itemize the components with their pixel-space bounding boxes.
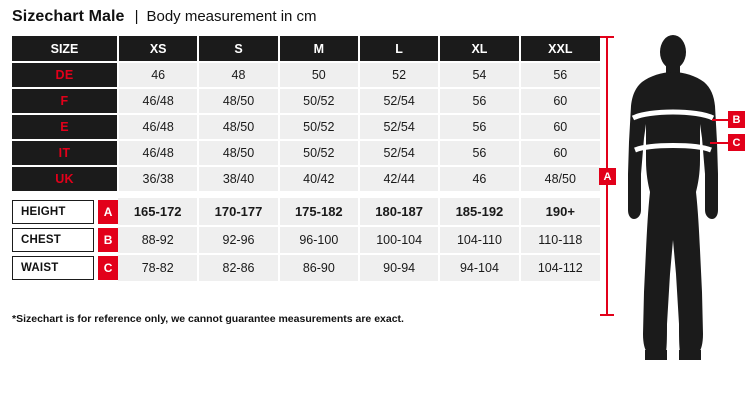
cell-de-xl: 54	[439, 62, 519, 88]
cell-it-xs: 46/48	[118, 140, 198, 166]
measurement-key-c: C	[98, 256, 118, 280]
cell-waist-xl: 94-104	[439, 254, 519, 282]
row-label-uk: UK	[12, 166, 118, 192]
measurement-row-waist	[12, 254, 600, 282]
measurement-label-waist: WAIST	[12, 256, 94, 280]
measurement-label-waist-cell	[12, 254, 118, 282]
cell-chest-xs: 88-92	[118, 226, 198, 254]
cell-height-xs: 165-172	[118, 198, 198, 226]
cell-e-m: 50/52	[279, 114, 359, 140]
column-header-size: SIZE	[12, 36, 118, 62]
cell-de-m: 50	[279, 62, 359, 88]
cell-de-xs: 46	[118, 62, 198, 88]
sizechart-table-container	[12, 36, 600, 283]
measurement-row-height	[12, 198, 600, 226]
cell-f-xxl: 60	[520, 88, 600, 114]
cell-e-l: 52/54	[359, 114, 439, 140]
table-row	[12, 88, 600, 114]
cell-f-l: 52/54	[359, 88, 439, 114]
column-header-m: M	[279, 36, 359, 62]
table-row	[12, 114, 600, 140]
height-measure-bottom-tick	[600, 314, 614, 316]
height-measure-top-tick	[600, 36, 614, 38]
cell-height-xl: 185-192	[439, 198, 519, 226]
cell-e-xl: 56	[439, 114, 519, 140]
row-label-it: IT	[12, 140, 118, 166]
cell-f-m: 50/52	[279, 88, 359, 114]
column-header-l: L	[359, 36, 439, 62]
cell-chest-l: 100-104	[359, 226, 439, 254]
column-header-xs: XS	[118, 36, 198, 62]
page-title-subtitle: Body measurement in cm	[146, 8, 317, 25]
row-label-e: E	[12, 114, 118, 140]
cell-uk-xs: 36/38	[118, 166, 198, 192]
measurement-label-height: HEIGHT	[12, 200, 94, 224]
table-row	[12, 140, 600, 166]
cell-height-m: 175-182	[279, 198, 359, 226]
leader-line-waist	[710, 142, 730, 144]
cell-it-s: 48/50	[198, 140, 278, 166]
figure-key-c: C	[728, 134, 745, 151]
body-silhouette-icon	[604, 34, 742, 366]
cell-chest-xxl: 110-118	[520, 226, 600, 254]
measurement-label-chest-cell	[12, 226, 118, 254]
cell-chest-m: 96-100	[279, 226, 359, 254]
table-header-row	[12, 36, 600, 62]
cell-it-xl: 56	[439, 140, 519, 166]
cell-uk-s: 38/40	[198, 166, 278, 192]
cell-waist-l: 90-94	[359, 254, 439, 282]
cell-uk-xxl: 48/50	[520, 166, 600, 192]
cell-e-xs: 46/48	[118, 114, 198, 140]
cell-height-s: 170-177	[198, 198, 278, 226]
measurement-key-a: A	[98, 200, 118, 224]
cell-chest-s: 92-96	[198, 226, 278, 254]
cell-it-m: 50/52	[279, 140, 359, 166]
cell-height-xxl: 190+	[520, 198, 600, 226]
figure-key-a: A	[599, 168, 616, 185]
cell-waist-m: 86-90	[279, 254, 359, 282]
title-separator: |	[134, 8, 139, 25]
row-label-de: DE	[12, 62, 118, 88]
cell-waist-s: 82-86	[198, 254, 278, 282]
page-title	[12, 8, 317, 26]
measurement-key-b: B	[98, 228, 118, 252]
column-header-s: S	[198, 36, 278, 62]
cell-f-xs: 46/48	[118, 88, 198, 114]
cell-de-s: 48	[198, 62, 278, 88]
page-title-main: Sizechart Male	[12, 8, 125, 25]
cell-de-xxl: 56	[520, 62, 600, 88]
cell-e-xxl: 60	[520, 114, 600, 140]
cell-waist-xxl: 104-112	[520, 254, 600, 282]
cell-waist-xs: 78-82	[118, 254, 198, 282]
cell-f-s: 48/50	[198, 88, 278, 114]
measurement-row-chest	[12, 226, 600, 254]
cell-it-xxl: 60	[520, 140, 600, 166]
cell-uk-xl: 46	[439, 166, 519, 192]
cell-e-s: 48/50	[198, 114, 278, 140]
table-row	[12, 166, 600, 192]
column-header-xxl: XXL	[520, 36, 600, 62]
body-silhouette-figure	[604, 34, 742, 366]
row-label-f: F	[12, 88, 118, 114]
measurement-label-chest: CHEST	[12, 228, 94, 252]
sizechart-table	[12, 36, 600, 283]
column-header-xl: XL	[439, 36, 519, 62]
cell-de-l: 52	[359, 62, 439, 88]
figure-key-b: B	[728, 111, 745, 128]
cell-chest-xl: 104-110	[439, 226, 519, 254]
table-row	[12, 62, 600, 88]
cell-it-l: 52/54	[359, 140, 439, 166]
footnote: *Sizechart is for reference only, we cannot guarantee measurements are exact.	[12, 313, 404, 325]
cell-uk-m: 40/42	[279, 166, 359, 192]
measurement-label-height-cell	[12, 198, 118, 226]
cell-height-l: 180-187	[359, 198, 439, 226]
cell-f-xl: 56	[439, 88, 519, 114]
cell-uk-l: 42/44	[359, 166, 439, 192]
